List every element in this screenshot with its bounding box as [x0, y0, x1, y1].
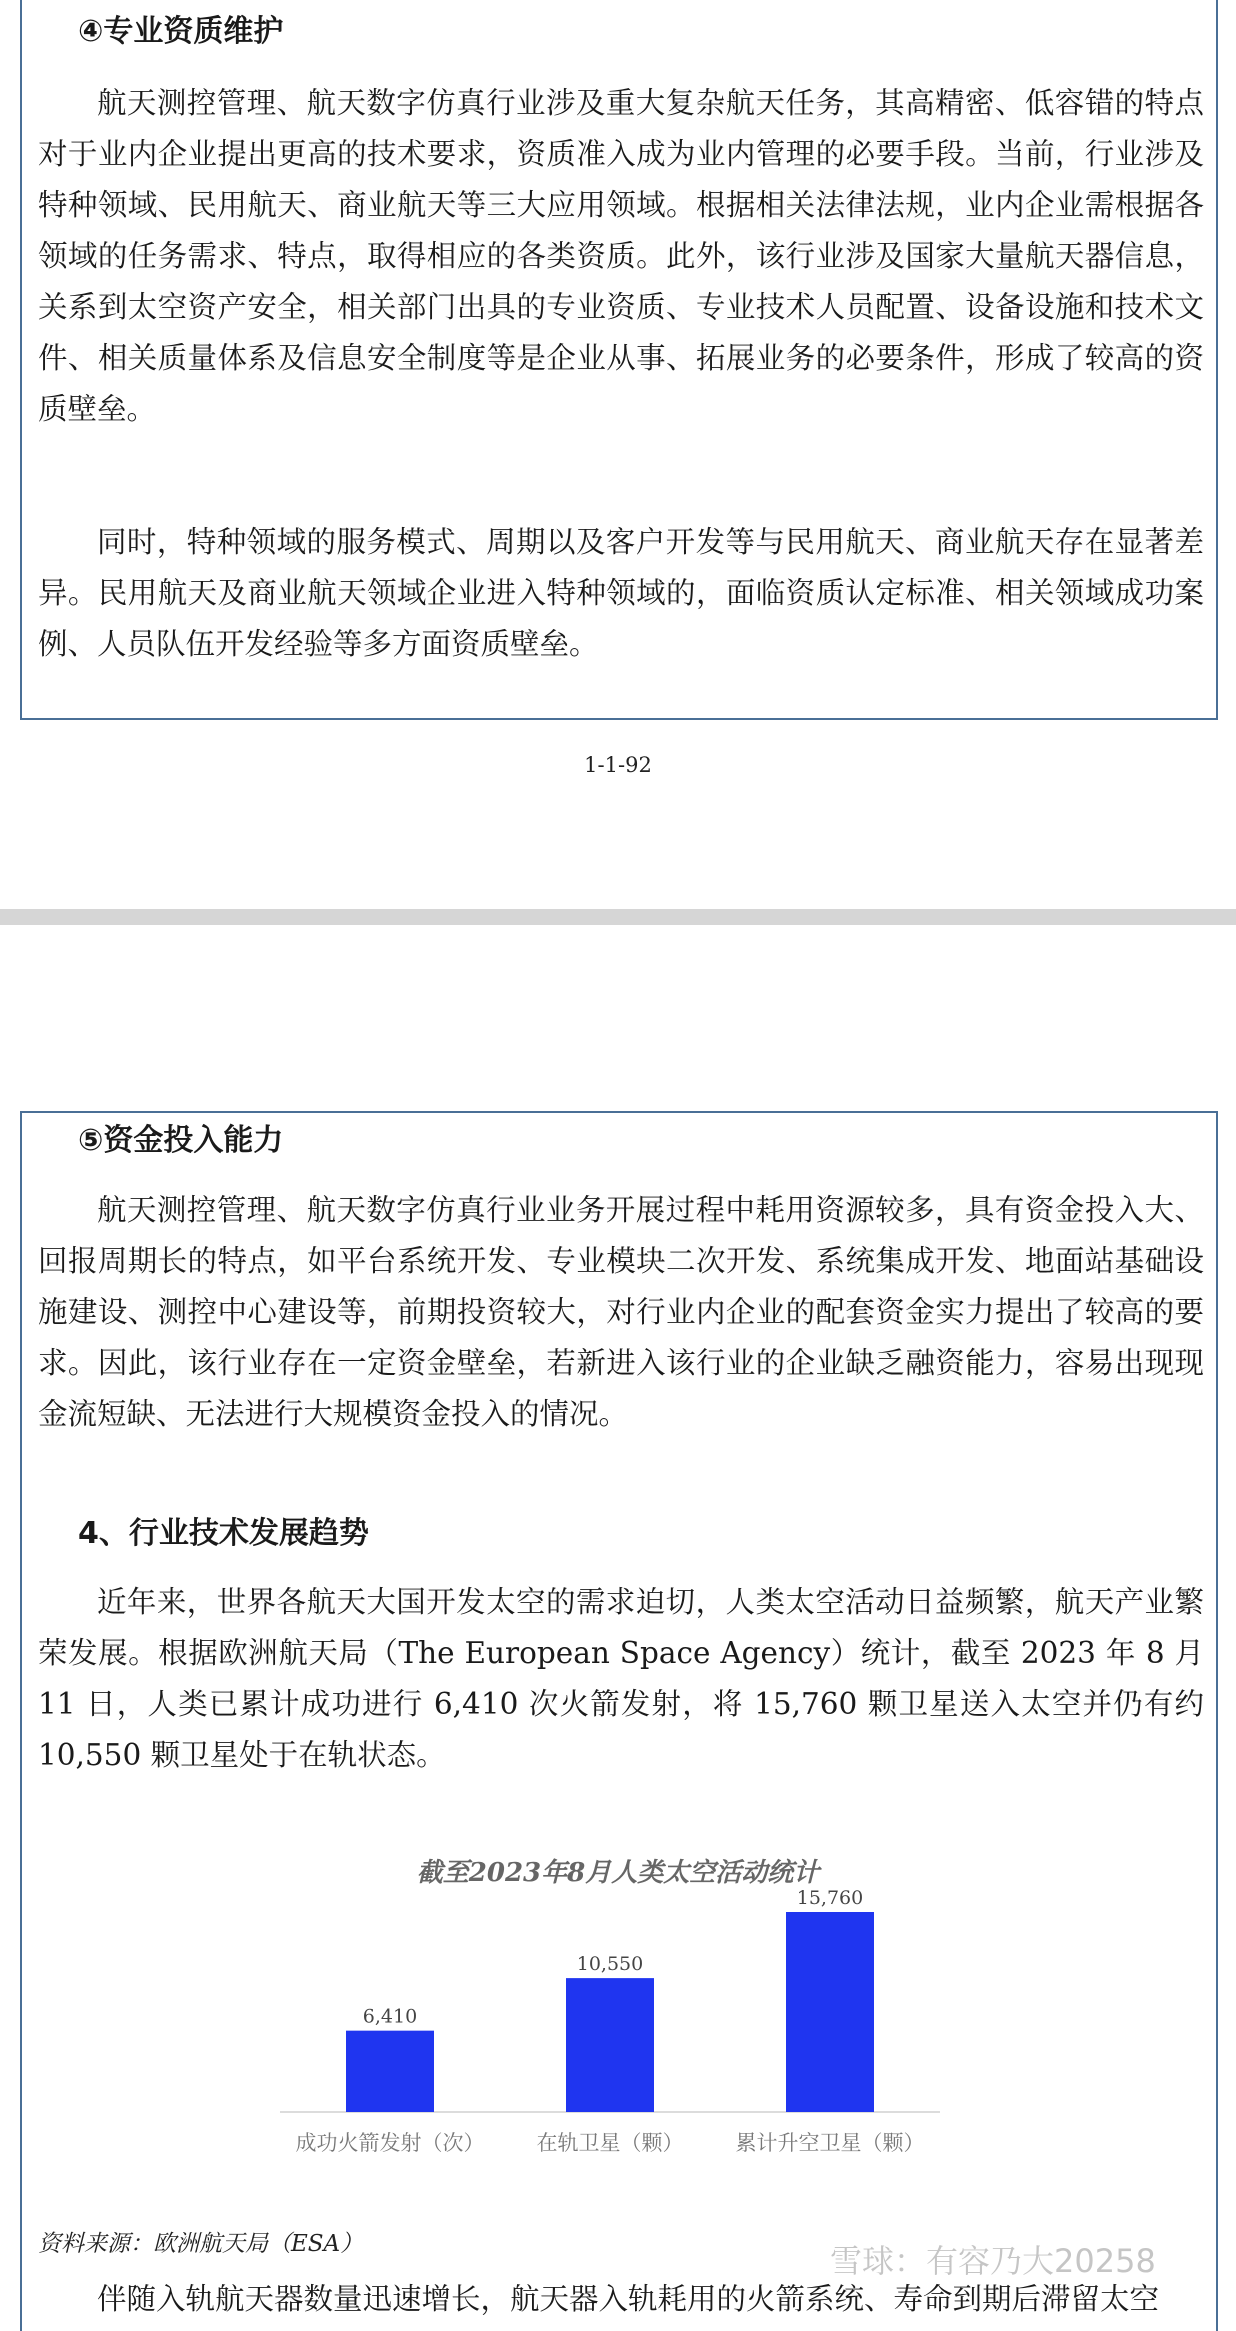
category-label-2: 累计升空卫星（颗）	[735, 2131, 925, 2155]
chart-title: 截至2023年8月人类太空活动统计	[416, 1858, 820, 1888]
data-label-1: 10,550	[576, 1953, 644, 1976]
data-label-0: 6,410	[362, 2005, 418, 2028]
data-label-2: 15,760	[796, 1887, 864, 1909]
category-label-1: 在轨卫星（颗）	[536, 2131, 684, 2155]
paragraph-capital: 航天测控管理、航天数字仿真行业业务开展过程中耗用资源较多，具有资金投入大、回报周期长的特点，如平台系统开发、专业模块二次开发、系统集成开发、地面站基础设施建设、测控中心建设等，前期投资较大，对行业内企业的配套资金实力提出了较高的要求。因此，该行业存在一定资金壁垒，若新进入该行业的企业缺乏融资能力，容易出现现金流短缺、无法进行大规模资金投入的情况。	[38, 1193, 1204, 1431]
paragraph-qualification-1: 航天测控管理、航天数字仿真行业涉及重大复杂航天任务，其高精密、低容错的特点对于业内企业提出更高的技术要求，资质准入成为业内管理的必要手段。当前，行业涉及特种领域、民用航天、商业航天等三大应用领域。根据相关法律法规，业内企业需根据各领域的任务需求、特点，取得相应的各类资质。此外，该行业涉及国家大量航天器信息，关系到太空资产安全，相关部门出具的专业资质、专业技术人员配置、设备设施和技术文件、相关质量体系及信息安全制度等是企业从事、拓展业务的必要条件，形成了较高的资质壁垒。	[38, 86, 1204, 426]
category-label-0: 成功火箭发射（次）	[295, 2131, 485, 2155]
watermark: 雪球：有容乃大20258	[830, 2242, 1156, 2280]
page-separator	[0, 909, 1236, 925]
section-heading-capital: ⑤资金投入能力	[78, 1123, 284, 1158]
section-heading-qualification: ④专业资质维护	[78, 14, 284, 49]
paragraph-tech-trend: 近年来，世界各航天大国开发太空的需求迫切，人类太空活动日益频繁，航天产业繁荣发展。根据欧洲航天局（The European Space Agency）统计，截至 2023 年 8 月 11 日，人类已累计成功进行 6,410 次火箭发射，将 15,760 颗卫星送入太空并仍有约 10,550 颗卫星处于在轨状态。	[38, 1585, 1204, 1772]
source-note: 资料来源：欧洲航天局（ESA）	[38, 2231, 364, 2257]
bar-2	[786, 1912, 874, 2112]
bar-chart	[260, 1880, 980, 2200]
section-heading-tech-trend: 4、行业技术发展趋势	[78, 1516, 369, 1551]
page-number: 1-1-92	[584, 753, 652, 777]
paragraph-qualification-2: 同时，特种领域的服务模式、周期以及客户开发等与民用航天、商业航天存在显著差异。民用航天及商业航天领域企业进入特种领域的，面临资质认定标准、相关领域成功案例、人员队伍开发经验等多方面资质壁垒。	[38, 525, 1204, 661]
bar-0	[346, 2031, 434, 2112]
paragraph-continuation: 伴随入轨航天器数量迅速增长，航天器入轨耗用的火箭系统、寿命到期后滞留太空	[97, 2282, 1160, 2316]
bar-1	[566, 1978, 654, 2112]
